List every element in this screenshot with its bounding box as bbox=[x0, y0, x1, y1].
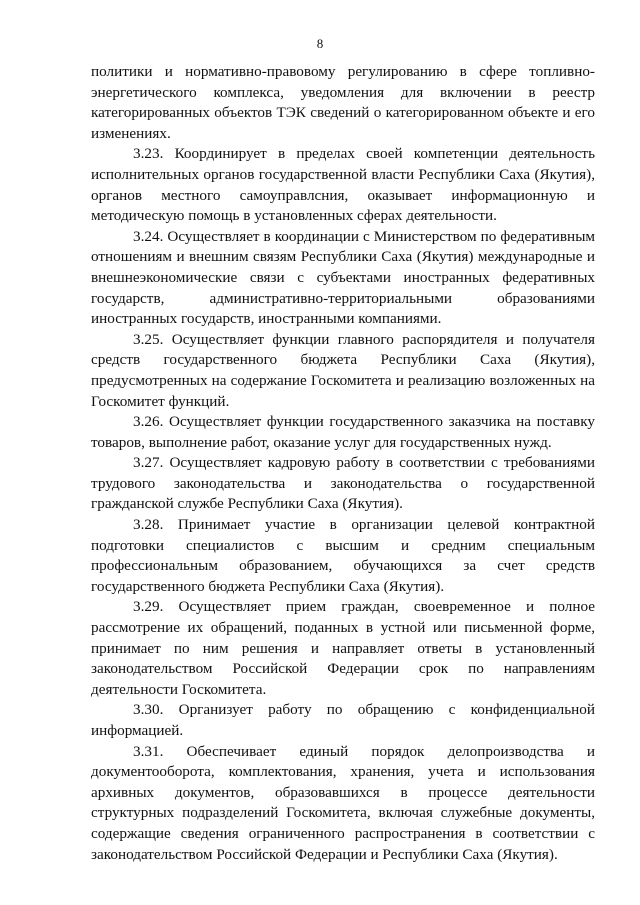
document-body bbox=[91, 62, 595, 865]
paragraph-3-25 bbox=[91, 330, 595, 412]
paragraph-text: Организует работу по обращению с конфиденциальной информацией. bbox=[91, 701, 595, 739]
paragraph-continuation bbox=[91, 62, 595, 144]
paragraph-text: Осуществляет кадровую работу в соответствии с требованиями трудового законодательства и законодательства о государственной гражданской службе Республики Саха (Якутия). bbox=[91, 454, 595, 513]
paragraph-3-31 bbox=[91, 742, 595, 866]
paragraph-text: Осуществляет прием граждан, своевременное и полное рассмотрение их обращений, поданных в устной или письменной форме, принимает по ним решения и направляет ответы в установленный законодательством Российской Федерации срок по направлениям деятельности Госкомитета. bbox=[91, 598, 595, 698]
paragraph-text: Обеспечивает единый порядок делопроизводства и документооборота, комплектования, хранения, учета и использования архивных документов, образовавшихся в процессе деятельности структурных подразделений Госкомитета, включая служебные документы, содержащие сведения ограниченного распространения в соответствии с законодательством Российской Федерации и Республики Саха (Якутия). bbox=[91, 742, 596, 863]
page-number: 8 bbox=[316, 36, 324, 51]
paragraph-number: 3.30. bbox=[133, 701, 164, 719]
paragraph-number: 3.25. bbox=[133, 330, 164, 348]
paragraph-text: Осуществляет функции государственного заказчика на поставку товаров, выполнение работ, оказание услуг для государственных нужд. bbox=[91, 413, 595, 451]
paragraph-number: 3.31. bbox=[133, 742, 164, 760]
paragraph-number: 3.28. bbox=[133, 516, 164, 534]
paragraph-3-23 bbox=[91, 144, 595, 226]
paragraph-3-30 bbox=[91, 700, 595, 741]
paragraph-text: Координирует в пределах своей компетенции деятельность исполнительных органов государственной власти Республики Саха (Якутия), органов местного самоуправлсния, оказывает информационную и методическую помощь в установленных сферах деятельности. bbox=[91, 145, 595, 225]
paragraph-text: Принимает участие в организации целевой контрактной подготовки специалистов с высшим и средним специальным профессиональным образованием, обучающихся за счет средств государственного бюджета Республики Саха (Якутия). bbox=[91, 516, 595, 595]
paragraph-number: 3.29. bbox=[133, 598, 164, 616]
paragraph-number: 3.26. bbox=[133, 413, 164, 431]
paragraph-3-26 bbox=[91, 412, 595, 453]
paragraph-number: 3.24. bbox=[133, 227, 164, 245]
paragraph-number: 3.27. bbox=[133, 454, 164, 472]
paragraph-3-29 bbox=[91, 597, 595, 700]
paragraph-number: 3.23. bbox=[133, 145, 164, 163]
paragraph-3-24 bbox=[91, 227, 595, 330]
paragraph-text: Осуществляет функции главного распорядителя и получателя средств государственного бюджета Республики Саха (Якутия), предусмотренных на содержание Госкомитета и реализацию возложенных на Госкомитет функций. bbox=[91, 330, 595, 410]
paragraph-3-28 bbox=[91, 515, 595, 597]
paragraph-3-27 bbox=[91, 453, 595, 515]
paragraph-text: Осуществляет в координации с Министерством по федеративным отношениям и внешним связям Республики Саха (Якутия) международные и внешнеэкономические связи с субъектами иностранных федеративных государств, административно-территориальными образованиями иностранных государств, иностранными компаниями. bbox=[91, 227, 596, 328]
paragraph-text: политики и нормативно-правовому регулированию в сфере топливно-энергетического комплекса, уведомления для включении в реестр категорированных объектов ТЭК сведений о категорированном объекте и его изменениях. bbox=[91, 63, 595, 142]
